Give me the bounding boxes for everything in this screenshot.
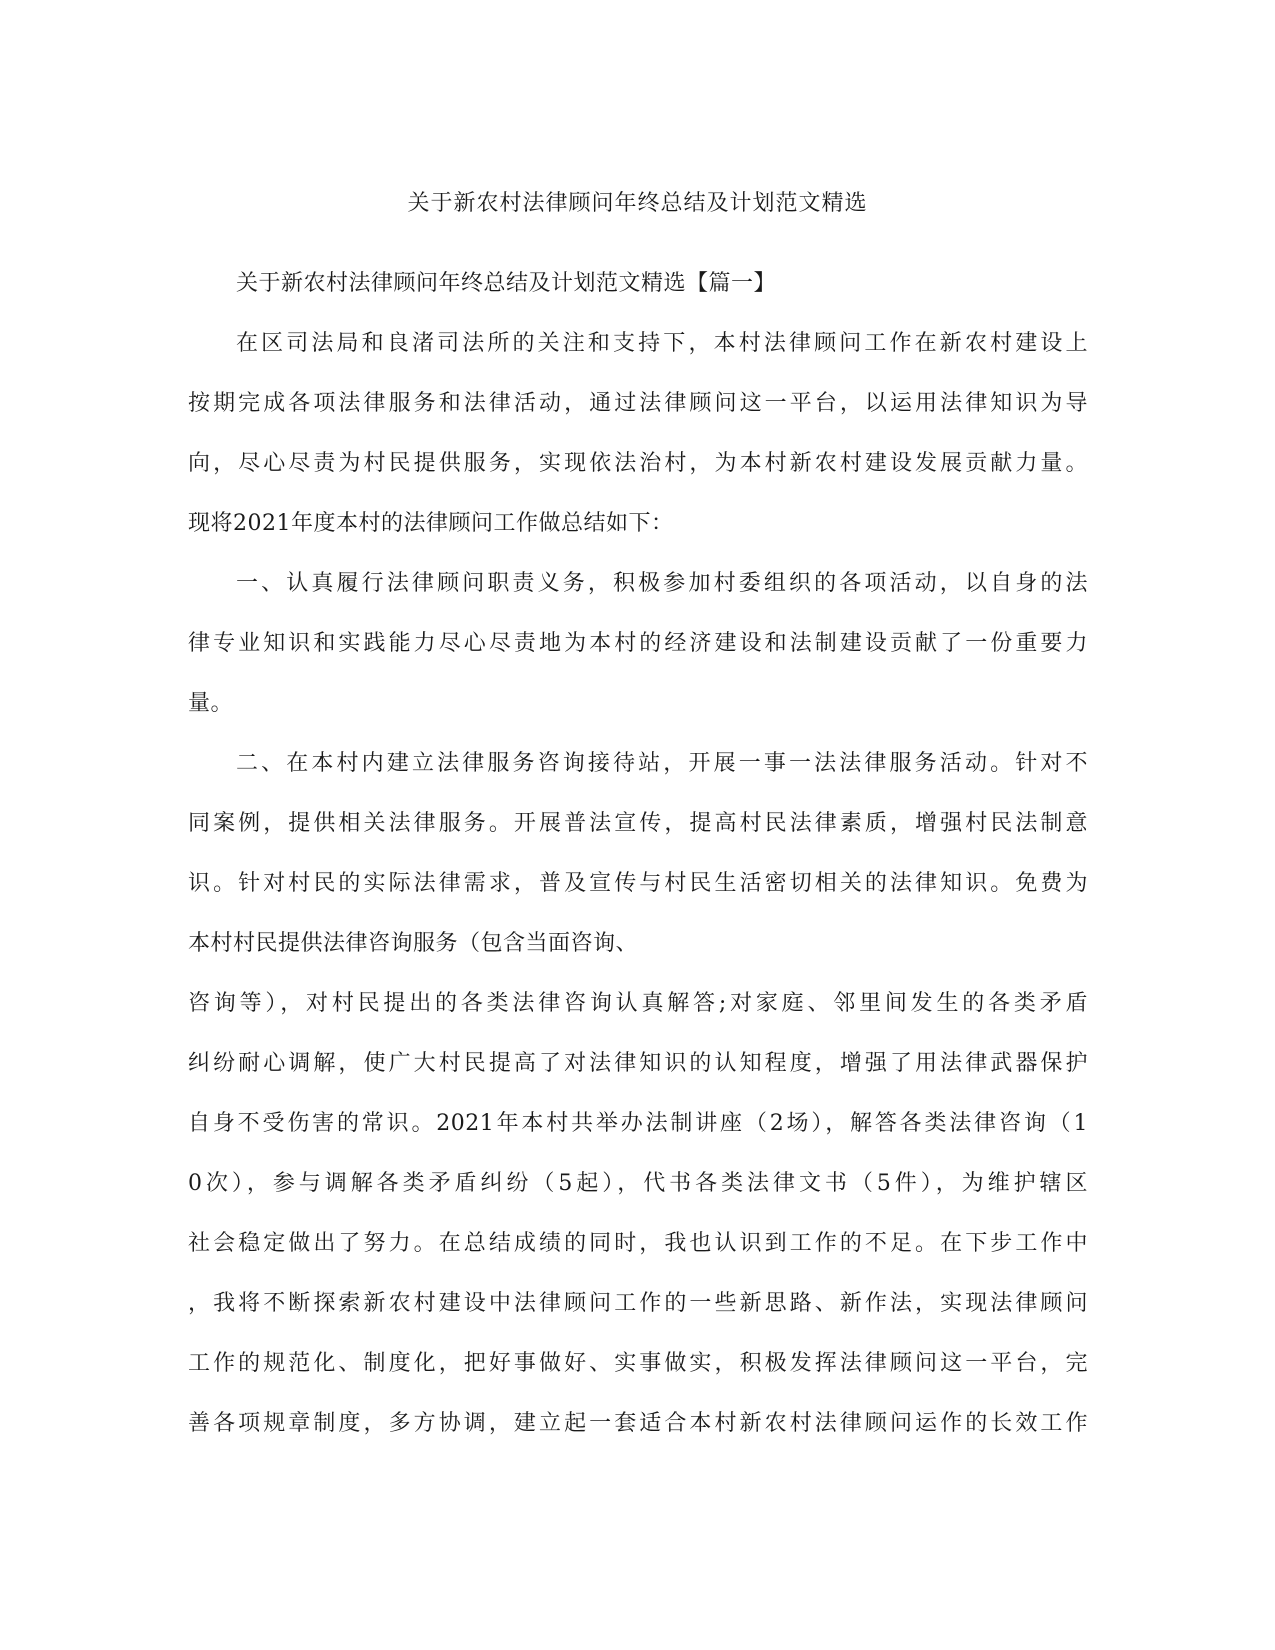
text-line: 按期完成各项法律服务和法律活动，通过法律顾问这一平台，以运用法律知识为导 (188, 391, 1088, 416)
text-line: 社会稳定做出了努力。在总结成绩的同时，我也认识到工作的不足。在下步工作中 (188, 1231, 1088, 1256)
text-line: 纠纷耐心调解，使广大村民提高了对法律知识的认知程度，增强了用法律武器保护 (188, 1051, 1088, 1076)
text-line: 二、在本村内建立法律服务咨询接待站，开展一事一法法律服务活动。针对不 (236, 751, 1088, 776)
text-line: 善各项规章制度，多方协调，建立起一套适合本村新农村法律顾问运作的长效工作 (188, 1411, 1088, 1436)
document-body (188, 264, 1088, 1464)
text-line: 在区司法局和良渚司法所的关注和支持下，本村法律顾问工作在新农村建设上 (236, 331, 1088, 356)
text-line: 一、认真履行法律顾问职责义务，积极参加村委组织的各项活动，以自身的法 (236, 571, 1088, 596)
text-line: 同案例，提供相关法律服务。开展普法宣传，提高村民法律素质，增强村民法制意 (188, 811, 1088, 836)
text-line: 本村村民提供法律咨询服务（包含当面咨询、 (188, 931, 639, 956)
text-line: 工作的规范化、制度化，把好事做好、实事做实，积极发挥法律顾问这一平台，完 (188, 1351, 1088, 1376)
text-line: 关于新农村法律顾问年终总结及计划范文精选【篇一】 (236, 271, 777, 296)
document-title: 关于新农村法律顾问年终总结及计划范文精选 (407, 191, 868, 216)
text-line: 量。 (188, 691, 234, 716)
text-line: 0次），参与调解各类矛盾纠纷（5起），代书各类法律文书（5件），为维护辖区 (188, 1171, 1088, 1196)
text-line: 自身不受伤害的常识。2021年本村共举办法制讲座（2场），解答各类法律咨询（1 (188, 1111, 1088, 1136)
text-line: ，我将不断探索新农村建设中法律顾问工作的一些新思路、新作法，实现法律顾问 (188, 1291, 1088, 1316)
text-line: 向，尽心尽责为村民提供服务，实现依法治村，为本村新农村建设发展贡献力量。 (188, 451, 1088, 476)
text-line: 现将2021年度本村的法律顾问工作做总结如下： (188, 511, 674, 536)
text-line: 识。针对村民的实际法律需求，普及宣传与村民生活密切相关的法律知识。免费为 (188, 871, 1088, 896)
text-line: 律专业知识和实践能力尽心尽责地为本村的经济建设和法制建设贡献了一份重要力 (188, 631, 1088, 656)
text-line: 咨询等），对村民提出的各类法律咨询认真解答;对家庭、邻里间发生的各类矛盾 (188, 991, 1088, 1016)
